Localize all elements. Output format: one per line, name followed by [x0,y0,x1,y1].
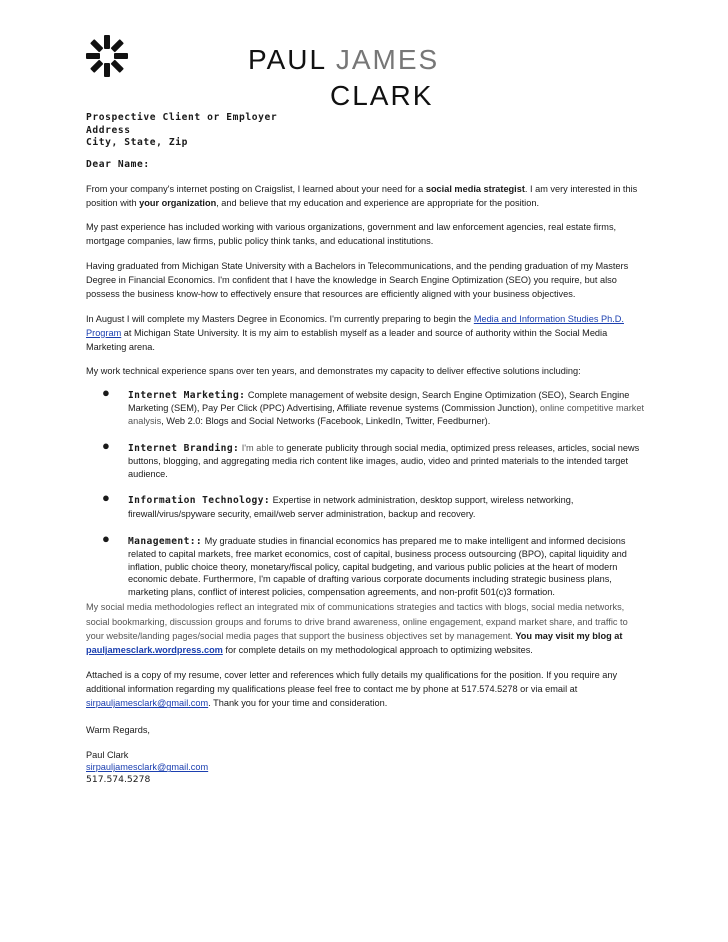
paragraph-2: My past experience has included working with various organizations, government and law enforcement agencies, real estate firms, mortgage companies, law firms, public policy think tanks, and educational institutions. [86,222,617,247]
text: From your company's internet posting on Craigslist, I learned about your need for a [86,183,426,194]
letter-body [86,112,646,786]
paragraph-3: Having graduated from Michigan State University with a Bachelors in Telecommunications, and the pending graduation of my Masters Degree in Financial Economics. I'm confident that I have the knowledge in Search Engine Optimization (SEO) you require, but also possess the business know-how to effectively ensure that resources are efficiently aligned with your business objectives. [86,260,629,300]
bullet-icon: ● [102,384,110,400]
text: , and believe that my education and experience are appropriate for the position. [216,197,539,208]
name-first: PAUL [248,44,327,75]
bold-text: social media strategist [425,183,525,194]
text: In August I will complete my Masters Degree in Economics. I'm currently preparing to begin the [86,313,474,324]
paragraph-6 [86,600,646,657]
signature-email-link[interactable]: sirpauljamesclark@gmail.com [86,762,209,773]
text-grey: My social media methodologies reflect an integrated mix of communications strategies and tactics with blogs, social media networks, social bookmarking, discussion groups and forums to drive brand awareness, online engagement, expand market share, and traffic to your website/landing pages/social media pages that support the business objectives set by management. [86,602,628,642]
text: at Michigan State University. It is my aim to establish myself as a leader and source of authority within the Social Media Marketing arena. [86,327,608,353]
item-text: generate publicity through social media, optimized press releases, articles, social news buttons, blogging, and aggregating media rich content like images, audio, video and printed materials to the intended target audience. [128,442,640,479]
header-name-last-clip [330,80,450,111]
name-middle: JAMES [335,44,440,75]
item-heading: Internet Marketing: [128,389,246,401]
signature-name: Paul Clark [86,749,129,760]
name-last: CLARK [330,80,434,111]
recipient-line: Address [86,124,131,136]
item-heading: Information Technology: [128,495,271,507]
item-text: , Web 2.0: Blogs and Social Networks (Facebook, LinkedIn, Twitter, Feedburner). [161,415,491,426]
text: . Thank you for your time and consideration. [208,698,388,709]
item-text: Expertise in network administration, desktop support, wireless networking, firewall/virus/spyware security, email/web server administration, backup and recovery. [128,495,574,519]
recipient-line: City, State, Zip [86,137,189,148]
item-heading: Internet Branding: [128,442,240,454]
list-item [86,490,646,520]
asterisk-logo-icon [83,32,131,80]
signature-block [86,749,646,787]
list-item [86,384,646,428]
bullet-icon: ● [102,437,110,453]
item-text: My graduate studies in financial economics has prepared me to make intelligent and informed decisions related to capital markets, free market economics, cost of capital, business process outsourcing (BPO), capital liquidity and inflation, public choice theory, monetary/fiscal policy, capital budgeting, and various public policies at the heart of modern economic debate. Furthermore, I'm capable of drafting various corporate documents including strategic business plans, marketing plans, conflict of interest policies, compensation agreements, and non-profit 501(c)3 formation. [128,535,627,597]
item-text: Complete management of website design, Search Engine Optimization (SEO), Search Engine Marketing (SEM), Pay Per Click (PPC) Advertising, Affiliate revenue systems (Commission Junction), [128,389,630,414]
recipient-block [86,112,646,150]
email-link[interactable]: sirpauljamesclark@gmail.com [86,698,209,709]
recipient-line: Prospective Client or Employer [86,112,278,123]
text: . I am very interested in this position with [86,183,638,208]
bold-text: your organization [139,197,217,208]
paragraph-4 [86,312,646,355]
skills-list [86,384,646,599]
signature-phone: 517.574.5278 [86,773,151,785]
blog-link[interactable]: pauljamesclark.wordpress.com [86,645,223,656]
text: for complete details on my methodological approach to optimizing websites. [222,645,533,656]
item-text-grey: I'm able to [239,442,287,453]
bold-text: You may visit my blog at [512,631,623,642]
list-item [86,437,646,481]
bullet-icon: ● [102,530,110,546]
text: Attached is a copy of my resume, cover letter and references which fully details my qualifications for the position. If you require any additional information regarding my qualifications please feel free to contact me by phone at 517.574.5278 or via email at [86,669,618,694]
item-text-grey: online competitive market analysis [128,403,645,426]
bullet-icon: ● [102,490,110,506]
salutation: Dear Name: [86,158,150,170]
program-link[interactable]: Media and Information Studies Ph.D. Program [86,313,624,338]
paragraph-5: My work technical experience spans over ten years, and demonstrates my capacity to deliver effective solutions including: [86,366,581,377]
paragraph-1 [86,182,646,211]
header-name [248,44,439,76]
list-item [86,530,646,599]
item-heading: Management:: [128,535,203,547]
paragraph-7 [86,668,646,711]
closing: Warm Regards, [86,724,150,735]
